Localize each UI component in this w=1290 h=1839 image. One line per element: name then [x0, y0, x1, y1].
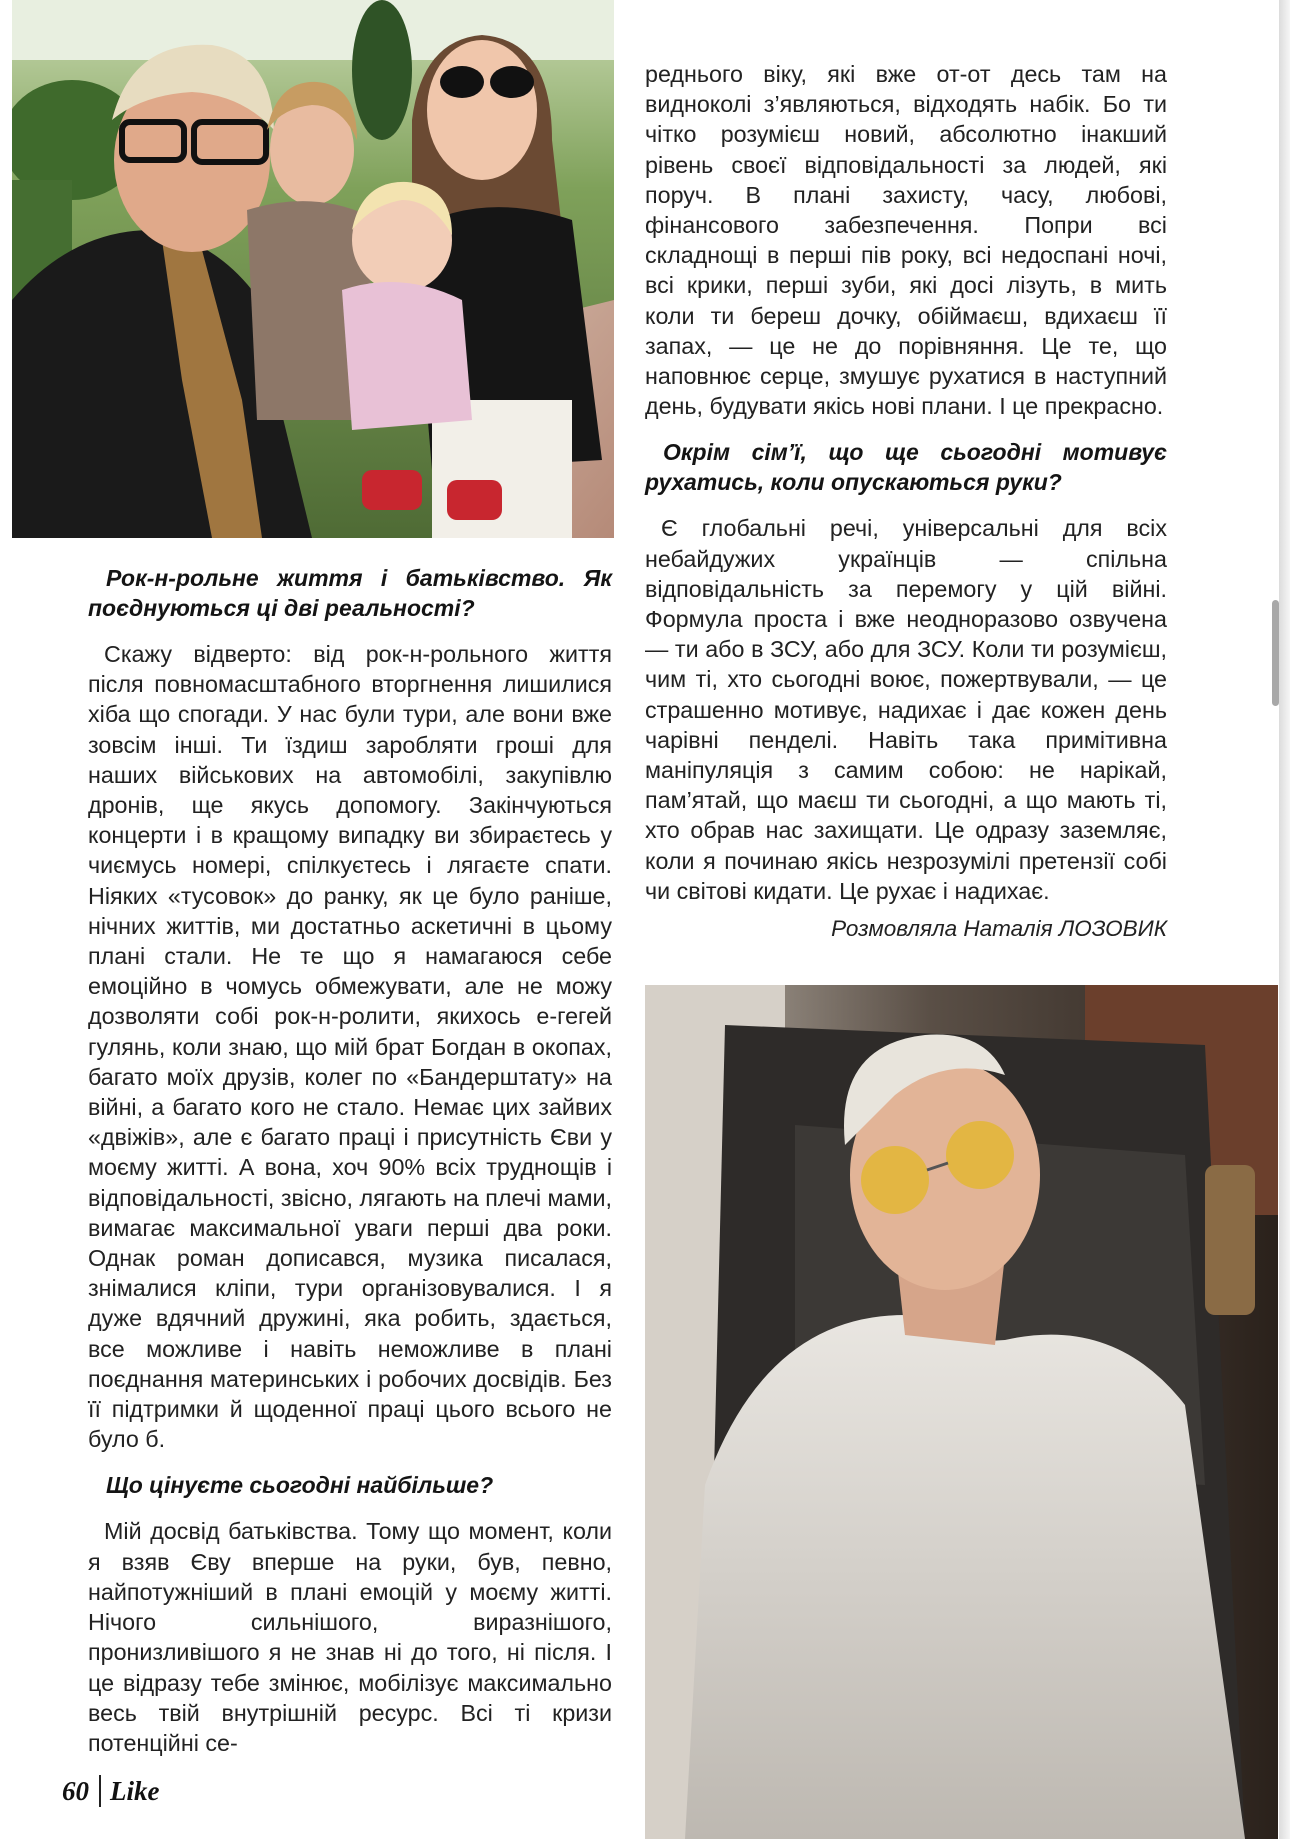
spacer [645, 497, 1167, 513]
interviewer-credit: Розмовляла Наталія ЛОЗОВИК [831, 916, 1167, 942]
page-edge [1279, 0, 1290, 1839]
answer-motivation: Є глобальні речі, універсальні для всіх небайдужих українців — спільна відповідальність за перемогу у цій війні. Формула проста і вже неодноразово озвучена — ти або в ЗСУ, або для ЗСУ. Коли ти розумієш, чим ті, хто сьогодні воює, пожертвували, — це страшенно мотивує, надихає і дає кожен день чарівні пенделі. Навіть така примітивна маніпуляція з самим собою: не нарікай, пам’ятай, що маєш ти сьогодні, а що мають ті, хто обрав нас захищати. Це одразу заземляє, коли я починаю якісь незрозумілі претензії собі чи світові кидати. Це рухає і надихає. [645, 515, 1167, 904]
answer-values: Мій досвід батьківства. Тому що момент, коли я взяв Єву вперше на руки, був, певно, найпотужніший в плані емоцій у моєму житті. Нічого сильнішого, виразнішого, пронизливішого я не знав ні до того, ні після. І це відразу тебе змінює, мобілізує максимально весь твій внутрішній ресурс. Всі ті кризи потенційні се- [88, 1518, 612, 1756]
portrait-photo [645, 985, 1278, 1839]
answer-rock-and-roll: Скажу відверто: від рок-н-рольного життя після повномасштабного вторгнення лишилися хіба що спогади. У нас були тури, але вони вже зовсім інші. Ти їздиш заробляти гроші для наших військових на автомобілі, закупівлю дронів, ще якусь допомогу. Закінчуються концерти і в кращому випадку ви збираєтесь у чиємусь номері, спілкуєтесь і лягаєте спати. Ніяких «тусовок» до ранку, як це було раніше, нічних життів, ми достатньо аскетичні в цьому плані стали. Не те що я намагаюся себе емоційно в чомусь обмежувати, але не можу дозволяти собі рок-н-ролити, якихось е-гегей гулянь, коли знаю, що мій брат Богдан в окопах, багато моїх друзів, колег по «Бандерштату» на війні, а багато кого не стало. Немає цих зайвих «двіжів», але є багато праці і присутність Єви у моєму житті. А вона, хоч 90% всіх труднощів і відповідальності, звісно, лягають на плечі мами, вимагає максимальної уваги перші два роки. Однак роман дописався, музика писалася, знімалися кліпи, тури організовувалися. І я дуже вдячний дружині, яка робить, здається, все можливе і навіть неможливе в плані поєднання материнських і робочих досвідів. Без її підтримки й щоденної праці цього всього не було б. [88, 641, 612, 1453]
left-column [88, 563, 612, 1758]
question-rock-and-roll: Рок-н-рольне життя і батьківство. Як поєднуються ці дві реальності? [88, 565, 612, 621]
page-footer [62, 1774, 159, 1808]
spacer [88, 1500, 612, 1516]
spacer [88, 623, 612, 639]
spacer [88, 1454, 612, 1470]
scrollbar-thumb[interactable] [1272, 600, 1279, 706]
portrait-photo-illustration [645, 985, 1278, 1839]
magazine-name: Like [110, 1775, 160, 1806]
footer-divider [99, 1775, 101, 1807]
family-photo-illustration [12, 0, 614, 538]
question-motivation: Окрім сім’ї, що ще сьогодні мотивує рухатись, коли опускаються руки? [645, 439, 1167, 496]
spacer [645, 421, 1167, 437]
question-values: Що цінуєте сьогодні найбільше? [106, 1472, 494, 1499]
right-column [645, 59, 1167, 944]
answer-values-continued: реднього віку, які вже от-от десь там на видноколі з’являються, відходять набік. Бо ти чітко розумієш новий, абсолютно інакший рівень своєї відповідальності за людей, які поруч. В плані захисту, часу, любові, фінансового забезпечення. Попри всі складнощі в перші пів року, всі недоспані ночі, всі крики, перші зуби, які досі лізуть, в мить коли ти береш дочку, обіймаєш, вдихаєш її запах, — це не до порівняння. Це те, що наповнює серце, змушує рухатися в наступний день, будувати якісь нові плани. І це прекрасно. [645, 61, 1167, 420]
page-number: 60 [62, 1775, 89, 1806]
family-photo [12, 0, 614, 538]
